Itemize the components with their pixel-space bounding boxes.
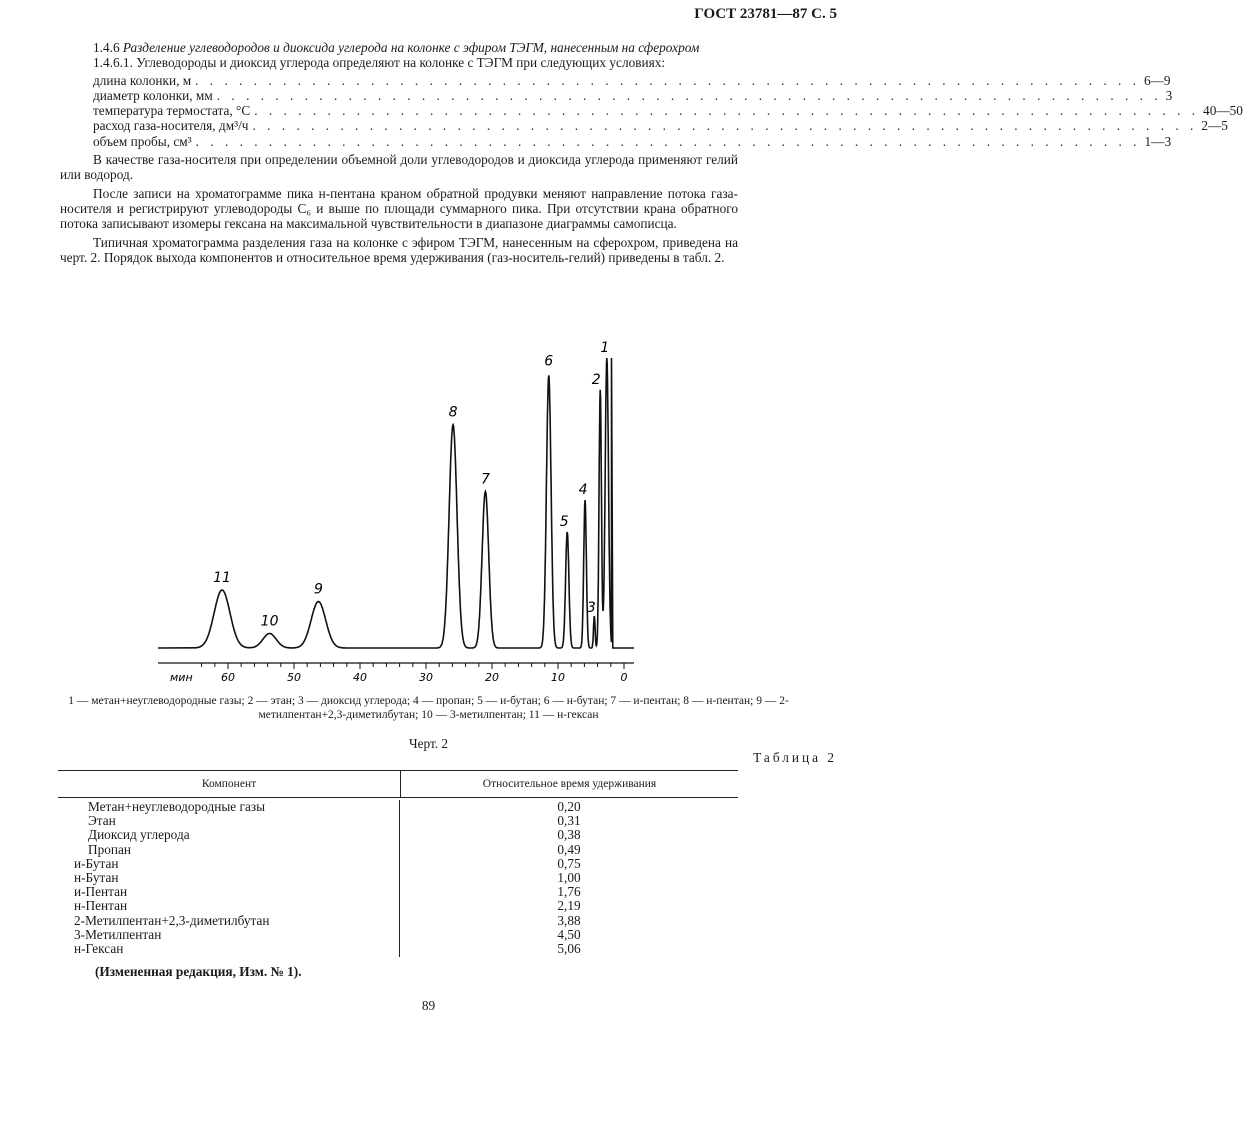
peak-label-4: 4 bbox=[578, 482, 588, 499]
component-cell: 2-Метилпентан+2,3-диметилбутан bbox=[74, 912, 270, 928]
parameter-value: 2—5 bbox=[1201, 118, 1228, 134]
leader-dots: . . . . . . . . . . . . . . . . . . . . . . . . . . . . . . . . . . . . . . . . . . . . . . . . . . . . . . . . . . . . . . . . . bbox=[195, 133, 1141, 149]
tick-label: 10 bbox=[551, 671, 565, 684]
retention-cell: 0,75 bbox=[557, 855, 581, 871]
peak-label-8: 8 bbox=[448, 404, 458, 421]
tick-label: 60 bbox=[221, 671, 235, 684]
section-number: 1.4.6 bbox=[93, 40, 120, 55]
component-column bbox=[58, 800, 400, 957]
table-body bbox=[58, 798, 738, 957]
intro-paragraph: 1.4.6.1. Углеводороды и диоксид углерода определяют на колонке с ТЭГМ при следующих условиях: bbox=[93, 55, 666, 71]
paragraph-typical-chromatogram: Типичная хроматограмма разделения газа на колонке с эфиром ТЭГМ, нанесенным на сферохром, приведена на черт. 2. Порядок выхода компонентов и относительное время удерживания (газ-носитель-гелий) приведены в табл. 2. bbox=[60, 234, 738, 265]
leader-dots: . . . . . . . . . . . . . . . . . . . . . . . . . . . . . . . . . . . . . . . . . . . . . . . . . . . . . . . . . . . . . . . . . bbox=[254, 103, 1200, 119]
retention-cell: 0,38 bbox=[557, 827, 581, 843]
time-axis-tick-labels bbox=[221, 671, 628, 684]
parameter-label: расход газа-носителя, дм³/ч bbox=[93, 118, 249, 134]
parameter-row bbox=[93, 72, 1171, 88]
paragraph-backflush: После записи на хроматограмме пика н-пентана краном обратной продувки меняют направление потока газа-носителя и регистрируют углеводороды С₆ и выше по площади суммарного пика. При отсутствии крана обратного потока записывают изомеры гексана на максимальной чувствительности в диапазоне диаграммы самописца. bbox=[60, 185, 738, 232]
tick-label: 50 bbox=[287, 671, 301, 684]
chromatogram-trace bbox=[158, 358, 634, 648]
paragraph-carrier-gas: В качестве газа-носителя при определении объемной доли углеводородов и диоксида углерода применяют гелий или водород. bbox=[60, 152, 738, 183]
parameter-label: диаметр колонки, мм bbox=[93, 87, 213, 103]
peak-label-3: 3 bbox=[586, 600, 596, 617]
document-body bbox=[60, 40, 1243, 265]
peak-label-11: 11 bbox=[213, 570, 231, 586]
leader-dots: . . . . . . . . . . . . . . . . . . . . . . . . . . . . . . . . . . . . . . . . . . . . . . . . . . . . . . . . . . . . . . . . . bbox=[216, 87, 1162, 103]
component-cell: н-Пентан bbox=[74, 898, 128, 914]
tick-label: 20 bbox=[485, 671, 499, 684]
component-cell: Метан+неуглеводородные газы bbox=[88, 799, 266, 814]
parameter-row bbox=[93, 118, 1228, 134]
retention-cell: 0,20 bbox=[557, 799, 581, 814]
peak-label-5: 5 bbox=[559, 514, 569, 530]
peak-label-9: 9 bbox=[313, 581, 323, 598]
component-cell: н-Бутан bbox=[74, 869, 119, 885]
time-axis-ticks bbox=[202, 663, 624, 669]
parameter-value: 3 bbox=[1165, 87, 1173, 103]
amendment-note: (Измененная редакция, Изм. № 1). bbox=[95, 964, 302, 979]
page-header: ГОСТ 23781—87 С. 5 bbox=[694, 6, 837, 22]
component-cell: н-Гексан bbox=[74, 940, 124, 956]
peak-label-2: 2 bbox=[591, 371, 601, 388]
peak-label-6: 6 bbox=[544, 353, 554, 370]
peak-label-1: 1 bbox=[600, 340, 610, 356]
component-cell: 3-Метилпентан bbox=[74, 926, 162, 942]
parameter-label: длина колонки, м bbox=[93, 72, 192, 88]
parameter-list bbox=[93, 72, 1243, 149]
retention-cell: 1,00 bbox=[557, 869, 581, 885]
component-cell: Диоксид углерода bbox=[88, 827, 190, 843]
header-component: Компонент bbox=[58, 771, 401, 797]
section-title-text: Разделение углеводородов и диоксида углерода на колонке с эфиром ТЭГМ, нанесенным на сферохром bbox=[122, 40, 700, 55]
chromatogram-svg bbox=[0, 325, 857, 695]
peak-label-10: 10 bbox=[260, 613, 279, 630]
leader-dots: . . . . . . . . . . . . . . . . . . . . . . . . . . . . . . . . . . . . . . . . . . . . . . . . . . . . . . . . . . . . . . . . . bbox=[252, 118, 1198, 134]
retention-cell: 5,06 bbox=[557, 940, 581, 956]
peak-label-7: 7 bbox=[480, 471, 490, 488]
retention-cell: 0,49 bbox=[557, 841, 581, 857]
retention-table bbox=[58, 770, 738, 957]
retention-column bbox=[400, 800, 738, 957]
parameter-value: 1—3 bbox=[1144, 133, 1172, 149]
page-number: 89 bbox=[421, 998, 436, 1013]
component-cell: Этан bbox=[88, 813, 116, 829]
tick-label: 30 bbox=[419, 671, 433, 684]
parameter-label: объем пробы, см³ bbox=[93, 133, 192, 149]
time-axis-unit-label: мин bbox=[170, 671, 193, 684]
parameter-row bbox=[93, 87, 1173, 103]
leader-dots: . . . . . . . . . . . . . . . . . . . . . . . . . . . . . . . . . . . . . . . . . . . . . . . . . . . . . . . . . . . . . . . . . bbox=[195, 72, 1140, 88]
component-cell: Пропан bbox=[88, 841, 132, 857]
tick-label: 40 bbox=[353, 671, 367, 684]
retention-cell: 4,50 bbox=[557, 926, 581, 942]
retention-cell: 2,19 bbox=[557, 898, 581, 914]
section-title bbox=[60, 40, 738, 55]
figure-caption: 1 — метан+неуглеводородные газы; 2 — этан; 3 — диоксид углерода; 4 — пропан; 5 — и-бутан; 6 — н-бутан; 7 — и-пентан; 8 — н-пентан; 9 — 2-метилпентан+2,3-диметилбутан; 10 — 3-метилпентан; 11 — н-гексан bbox=[68, 695, 789, 721]
parameter-row bbox=[93, 133, 1172, 149]
tick-label: 0 bbox=[620, 671, 628, 684]
retention-cell: 3,88 bbox=[557, 912, 581, 928]
parameter-label: температура термостата, °С bbox=[93, 103, 251, 119]
parameter-row bbox=[93, 103, 1243, 119]
parameter-value: 6—9 bbox=[1143, 72, 1171, 88]
figure-label: Черт. 2 bbox=[408, 736, 449, 751]
component-cell: и-Бутан bbox=[74, 855, 119, 871]
table-label: Таблица 2 bbox=[753, 750, 837, 765]
header-retention-time: Относительное время удерживания bbox=[482, 778, 657, 790]
table-header-row bbox=[58, 771, 738, 798]
retention-cell: 0,31 bbox=[557, 813, 581, 829]
retention-cell: 1,76 bbox=[557, 884, 581, 900]
component-cell: и-Пентан bbox=[74, 884, 128, 900]
parameter-value: 40—50 bbox=[1203, 103, 1243, 119]
chromatogram-figure bbox=[0, 325, 857, 695]
